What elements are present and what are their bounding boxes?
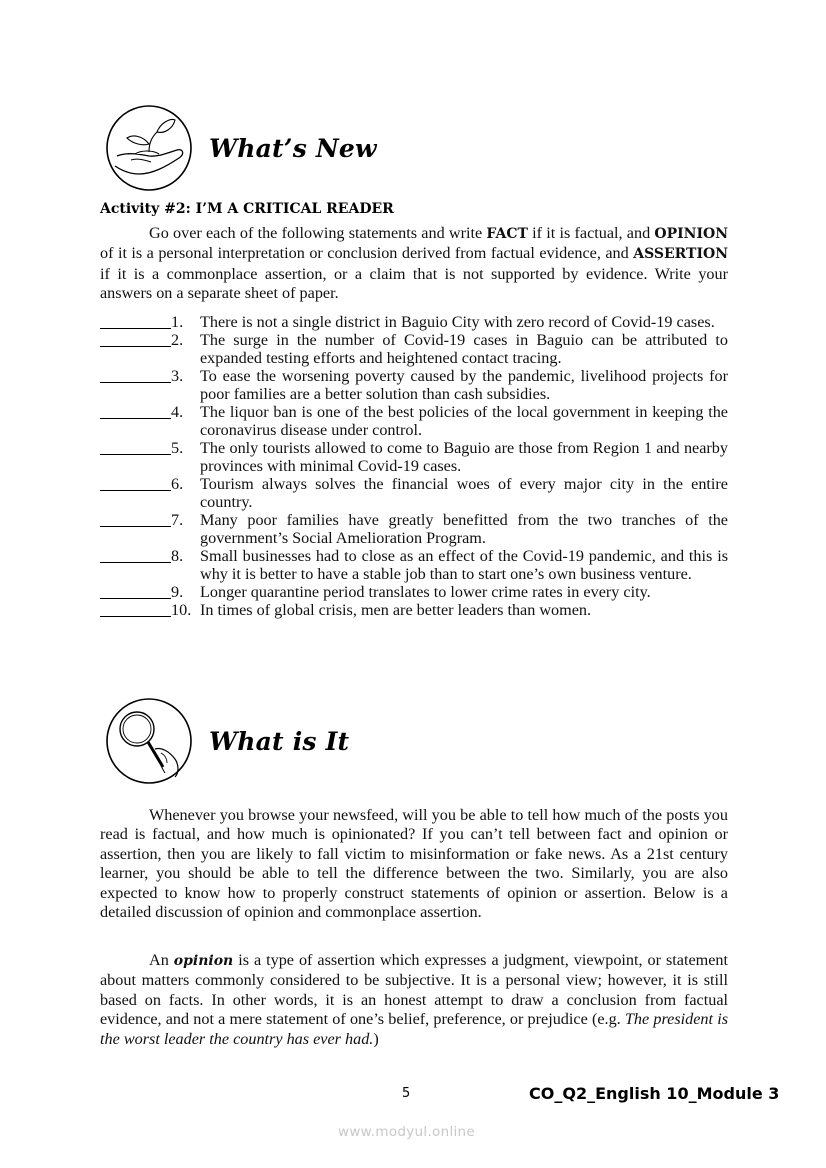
answer-blank[interactable] [100, 439, 171, 455]
term-opinion: opinion [173, 953, 234, 969]
item-number: 6. [171, 475, 184, 493]
example-sentence: The president is the worst leader the country has ever had. [100, 1010, 728, 1048]
item-number: 2. [171, 331, 184, 349]
statement-item [100, 403, 728, 439]
keyword-fact: FACT [486, 226, 528, 242]
hand-holding-seedling-icon [105, 104, 193, 192]
discussion-paragraph-1 [100, 806, 728, 922]
answer-blank[interactable] [100, 601, 171, 617]
watermark: www.modyul.online [338, 1124, 476, 1140]
page-number: 5 [402, 1086, 411, 1101]
item-text: Longer quarantine period translates to lower crime rates in every city. [200, 583, 651, 601]
answer-blank[interactable] [100, 367, 171, 383]
item-number: 8. [171, 547, 184, 565]
statement-item [100, 313, 728, 331]
answer-blank[interactable] [100, 475, 171, 491]
statement-item [100, 475, 728, 511]
statement-item [100, 583, 728, 601]
statement-item [100, 439, 728, 475]
item-text: The surge in the number of Covid-19 cases in Baguio can be attributed to expanded testing efforts and heightened contact tracing. [200, 331, 728, 367]
item-text: In times of global crisis, men are better leaders than women. [200, 601, 592, 619]
activity-title: Activity #2: I’M A CRITICAL READER [100, 201, 394, 217]
item-number: 5. [171, 439, 184, 457]
item-text: Small businesses had to close as an effect of the Covid-19 pandemic, and this is why it is better to have a stable job than to start one’s own business venture. [200, 547, 728, 583]
whats-new-header [105, 104, 377, 192]
statement-item [100, 601, 728, 619]
section-title-whats-new: What’s New [209, 133, 377, 163]
statement-item [100, 547, 728, 583]
keyword-opinion: OPINION [654, 226, 728, 242]
instructions-text: if it is a commonplace assertion, or a claim that is not supported by evidence. Write your answers on a separate sheet of paper. [100, 264, 728, 303]
instructions-text: if it is factual, and [527, 224, 655, 242]
statement-list [100, 313, 728, 619]
item-number: 9. [171, 583, 184, 601]
item-text: To ease the worsening poverty caused by the pandemic, livelihood projects for poor families are a better solution than cash subsidies. [200, 367, 728, 403]
instructions-text: of it is a personal interpretation or conclusion derived from factual evidence, and [100, 244, 634, 263]
paragraph-text: is a type of assertion which expresses a judgment, viewpoint, or statement about matters commonly considered to be subjective. It is a personal view; however, it is still based on facts. In other words, it is an honest attempt to draw a conclusion from factual evidence, and not a mere statement of one’s belief, preference, or prejudice (e.g. [100, 951, 728, 1029]
item-text: The liquor ban is one of the best policies of the local government in keeping the coronavirus disease under control. [200, 403, 728, 439]
hand-holding-magnifier-icon [105, 697, 193, 785]
answer-blank[interactable] [100, 511, 171, 527]
statement-item [100, 331, 728, 367]
paragraph-text: Whenever you browse your newsfeed, will you be able to tell how much of the posts you read is factual, and how much is opinionated? If you can’t tell between fact and opinion or assertion, then you are likely to fall victim to misinformation or fake news. As a 21st century learner, you should be able to tell the difference between the two. Similarly, you are also expected to know how to properly construct statements of opinion or assertion. Below is a detailed discussion of opinion and commonplace assertion. [100, 806, 728, 922]
item-number: 7. [171, 511, 184, 529]
activity-instructions [100, 224, 728, 304]
item-number: 4. [171, 403, 184, 421]
keyword-assertion: ASSERTION [633, 246, 728, 263]
discussion-paragraph-2 [100, 951, 728, 1049]
item-number: 1. [171, 313, 184, 331]
answer-blank[interactable] [100, 313, 171, 329]
answer-blank[interactable] [100, 547, 171, 563]
statement-item [100, 511, 728, 547]
paragraph-text: ) [373, 1029, 379, 1048]
item-text: Tourism always solves the financial woes of every major city in the entire country. [200, 475, 728, 511]
item-text: The only tourists allowed to come to Baguio are those from Region 1 and nearby provinces with minimal Covid-19 cases. [200, 439, 728, 475]
item-number: 3. [171, 367, 184, 385]
statement-item [100, 367, 728, 403]
paragraph-text: An [149, 951, 174, 969]
item-text: Many poor families have greatly benefitted from the two tranches of the government’s Social Amelioration Program. [200, 511, 728, 547]
what-is-it-header [105, 697, 349, 785]
item-text: There is not a single district in Baguio City with zero record of Covid-19 cases. [200, 313, 715, 331]
answer-blank[interactable] [100, 331, 171, 347]
section-title-what-is-it: What is It [209, 726, 350, 756]
module-code: CO_Q2_English 10_Module 3 [529, 1084, 780, 1103]
answer-blank[interactable] [100, 583, 171, 599]
item-number: 10. [171, 601, 192, 619]
answer-blank[interactable] [100, 403, 171, 419]
instructions-text: Go over each of the following statements and write [149, 224, 487, 242]
